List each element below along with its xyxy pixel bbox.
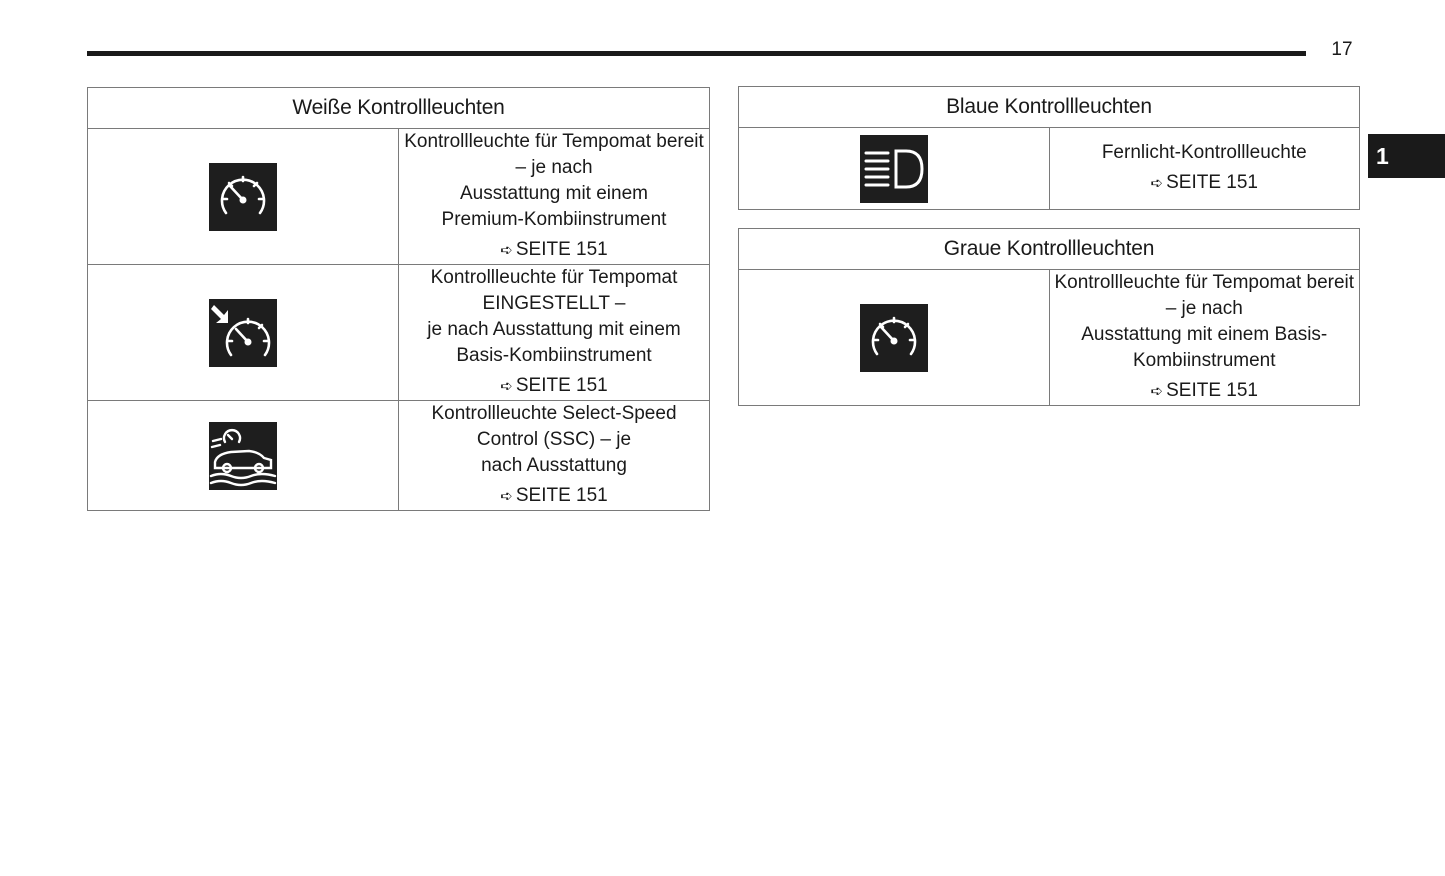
arrow-right-icon: ➪ <box>500 378 513 395</box>
row-text: Kontrollleuchte Select-Speed Control (SSC) – je <box>431 403 677 450</box>
row-text: Kontrollleuchte für Tempomat bereit – je nach <box>404 131 704 178</box>
white-lamps-title: Weiße Kontrollleuchten <box>88 88 710 129</box>
blue-lamps-title: Blaue Kontrollleuchten <box>739 87 1360 128</box>
high-beam-icon <box>860 135 928 203</box>
grey-lamps-table <box>738 228 1360 406</box>
page-number: 17 <box>1331 39 1353 60</box>
page-reference-link[interactable]: ➪ SEITE 151 <box>1150 380 1258 401</box>
header-rule <box>87 51 1306 56</box>
arrow-right-icon: ➪ <box>1150 175 1164 192</box>
table-row <box>739 270 1360 406</box>
cruise-control-gauge-icon <box>209 163 277 231</box>
select-speed-control-icon <box>209 422 277 490</box>
cruise-control-set-icon <box>209 299 277 367</box>
page-reference-link[interactable]: ➪ SEITE 151 <box>500 239 608 260</box>
row-text: Premium-Kombiinstrument <box>441 209 667 230</box>
grey-lamps-title: Graue Kontrollleuchten <box>739 229 1360 270</box>
cruise-control-gauge-icon <box>860 304 928 372</box>
table-row <box>88 265 710 401</box>
row-text: je nach Ausstattung mit einem <box>427 319 681 340</box>
table-row <box>88 401 710 511</box>
arrow-right-icon: ➪ <box>1150 383 1164 400</box>
blue-lamps-table <box>738 86 1360 210</box>
white-lamps-table <box>87 87 710 511</box>
row-text: Ausstattung mit einem Basis-Kombiinstrument <box>1081 324 1328 371</box>
arrow-right-icon: ➪ <box>500 242 513 259</box>
row-text: Kontrollleuchte für Tempomat bereit – je nach <box>1054 272 1355 319</box>
arrow-right-icon: ➪ <box>500 488 513 505</box>
table-row <box>739 128 1360 210</box>
row-text: Fernlicht-Kontrollleuchte <box>1101 142 1307 163</box>
row-text: Ausstattung mit einem <box>460 183 648 204</box>
row-text: Basis-Kombiinstrument <box>456 345 652 366</box>
row-text: Kontrollleuchte für Tempomat EINGESTELLT – <box>430 267 678 314</box>
row-text: nach Ausstattung <box>481 455 627 476</box>
page-reference-link[interactable]: ➪ SEITE 151 <box>500 375 608 396</box>
page-reference-link[interactable]: ➪ SEITE 151 <box>1150 172 1258 193</box>
chapter-tab[interactable]: 1 <box>1368 134 1445 178</box>
page-reference-link[interactable]: ➪ SEITE 151 <box>500 485 608 506</box>
table-row <box>88 129 710 265</box>
